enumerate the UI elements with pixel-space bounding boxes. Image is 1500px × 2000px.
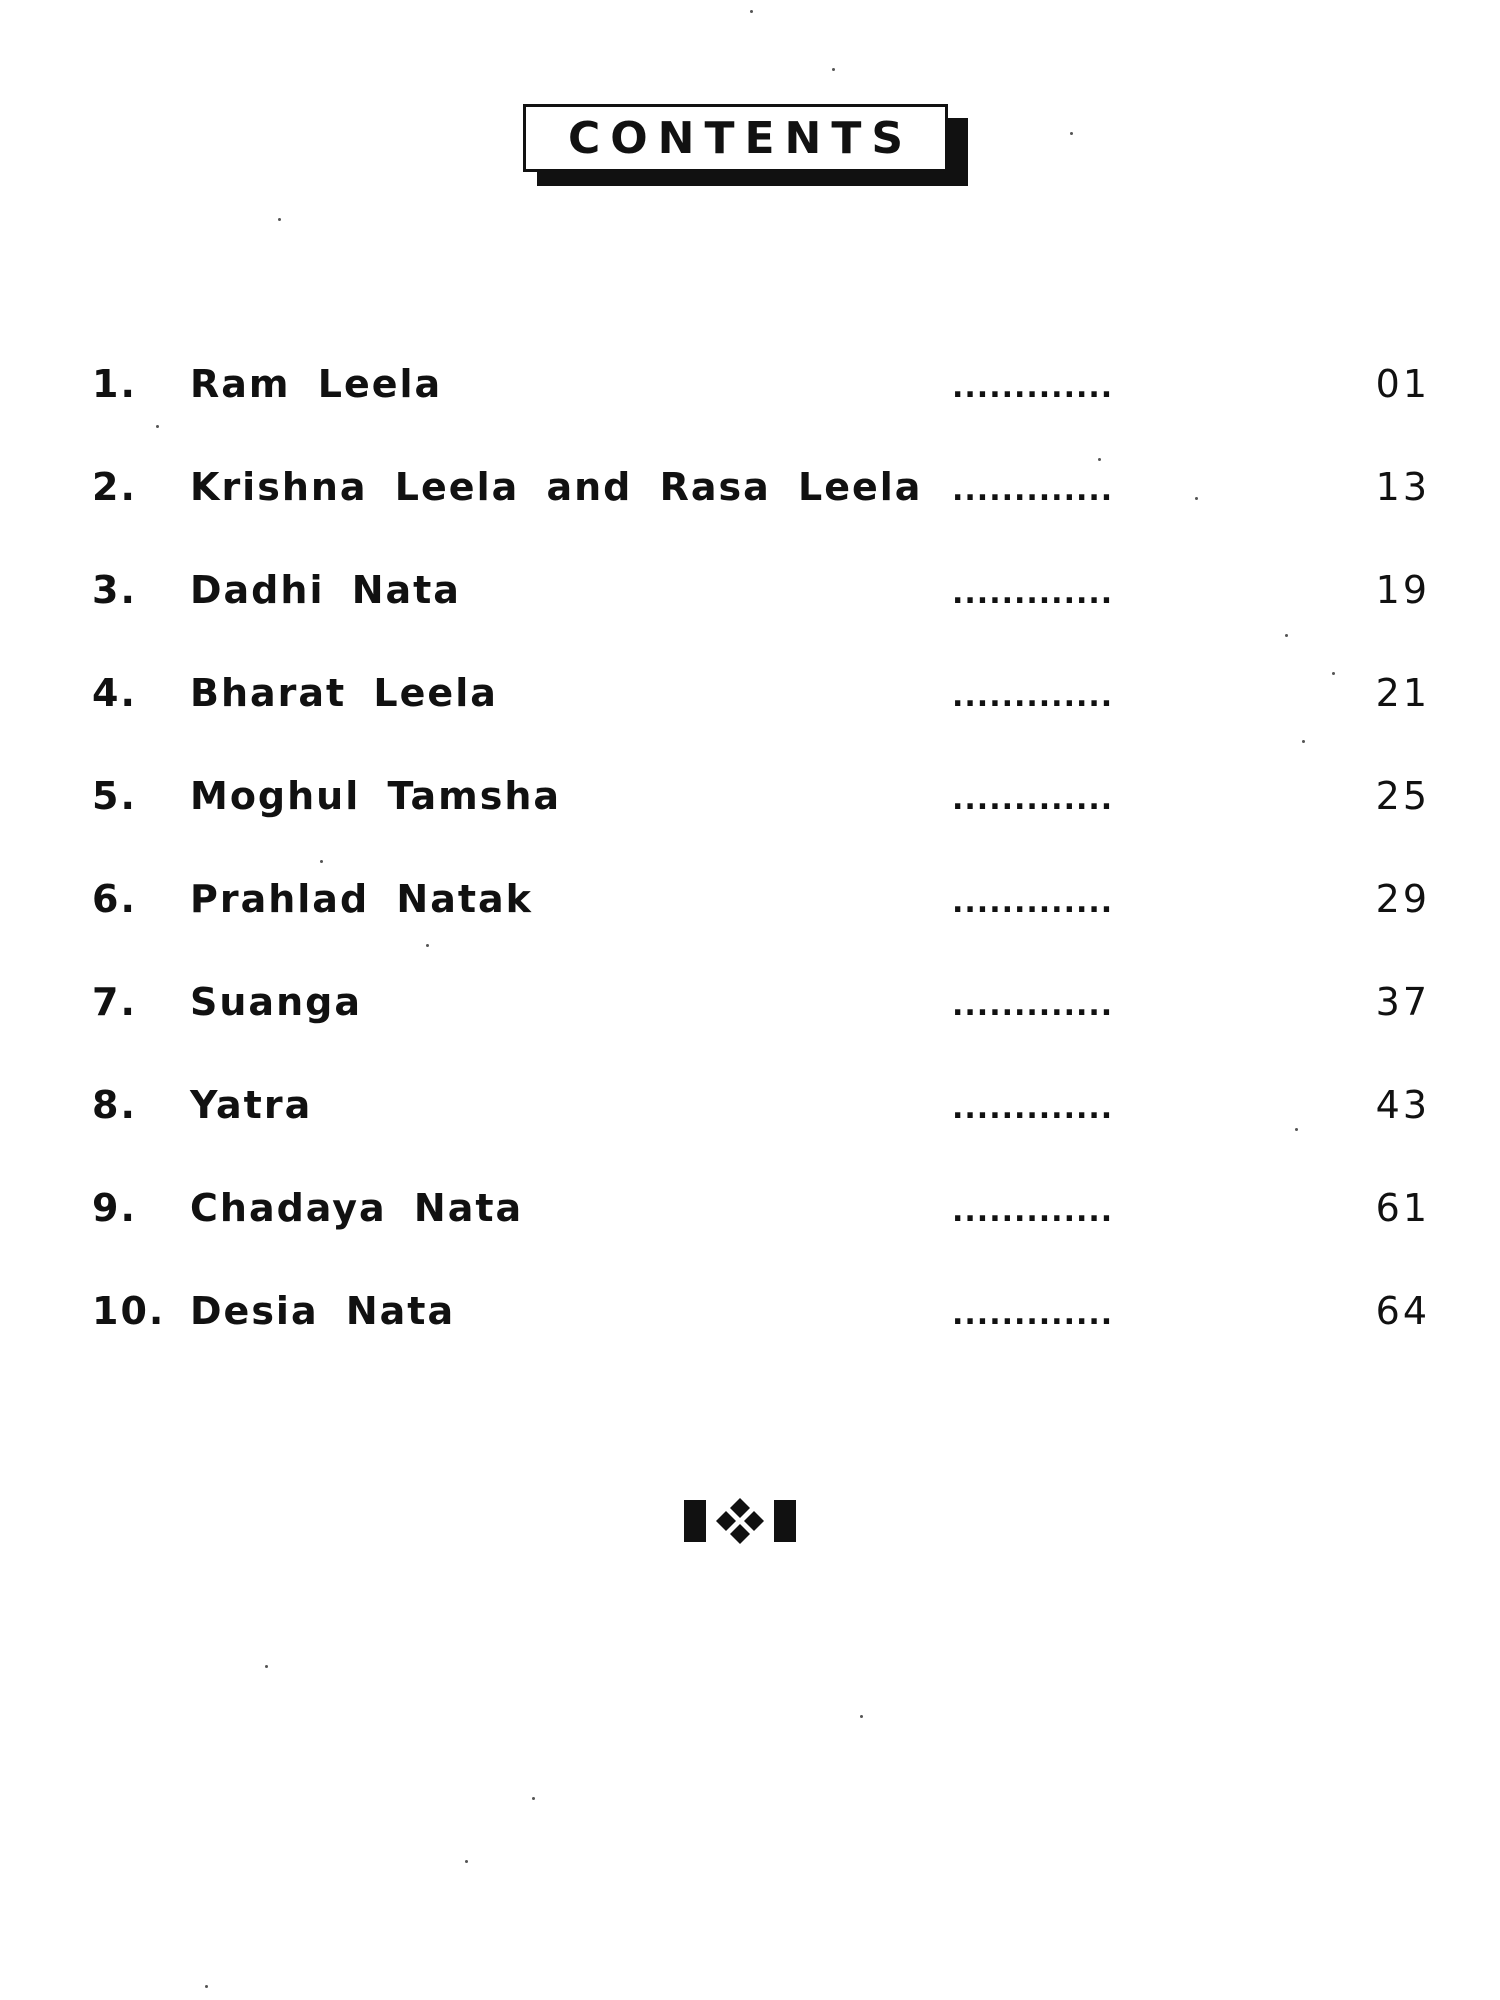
toc-entry — [0, 465, 1500, 568]
toc-entry-title: Prahlad Natak — [190, 877, 533, 921]
toc-entry-number: 2. — [92, 465, 137, 509]
table-of-contents — [0, 362, 1500, 1392]
scan-speck — [426, 944, 429, 947]
toc-entry-title: Moghul Tamsha — [190, 774, 562, 818]
toc-entry-page: 64 — [1375, 1289, 1430, 1333]
scan-speck — [832, 68, 835, 71]
scan-speck — [532, 1797, 535, 1800]
scan-speck — [1070, 132, 1073, 135]
toc-entry-page: 29 — [1375, 877, 1430, 921]
toc-entry-page: 21 — [1375, 671, 1430, 715]
toc-entry-leader: ............. — [952, 988, 1114, 1023]
toc-entry-page: 25 — [1375, 774, 1430, 818]
toc-entry-leader: ............. — [952, 782, 1114, 817]
toc-entry — [0, 980, 1500, 1083]
toc-entry-number: 5. — [92, 774, 137, 818]
scan-speck — [750, 10, 753, 13]
scan-speck — [205, 1985, 208, 1988]
toc-entry-title: Krishna Leela and Rasa Leela — [190, 465, 923, 509]
toc-entry-title: Desia Nata — [190, 1289, 456, 1333]
toc-entry-title: Ram Leela — [190, 362, 443, 406]
toc-entry-leader: ............. — [952, 1297, 1114, 1332]
scan-speck — [1332, 672, 1335, 675]
toc-entry-page: 43 — [1375, 1083, 1430, 1127]
scan-speck — [1302, 740, 1305, 743]
toc-entry-leader: ............. — [952, 885, 1114, 920]
toc-entry-number: 10. — [92, 1289, 166, 1333]
toc-entry-number: 1. — [92, 362, 137, 406]
toc-entry — [0, 1186, 1500, 1289]
toc-entry-leader: ............. — [952, 1091, 1114, 1126]
toc-entry-page: 01 — [1375, 362, 1430, 406]
heading-box — [523, 104, 948, 172]
toc-entry-number: 7. — [92, 980, 137, 1024]
toc-entry-page: 19 — [1375, 568, 1430, 612]
scan-speck — [1295, 1128, 1298, 1131]
scan-speck — [278, 218, 281, 221]
toc-entry-leader: ............. — [952, 473, 1114, 508]
toc-entry-title: Chadaya Nata — [190, 1186, 524, 1230]
diamond-bar-ornament-icon — [684, 1496, 796, 1546]
toc-entry-leader: ............. — [952, 576, 1114, 611]
toc-entry — [0, 1289, 1500, 1392]
toc-entry — [0, 671, 1500, 774]
toc-entry — [0, 1083, 1500, 1186]
contents-heading — [523, 104, 968, 186]
toc-entry-page: 61 — [1375, 1186, 1430, 1230]
toc-entry-title: Yatra — [190, 1083, 313, 1127]
toc-entry — [0, 877, 1500, 980]
toc-entry-title: Suanga — [190, 980, 362, 1024]
toc-entry-number: 8. — [92, 1083, 137, 1127]
scan-speck — [1195, 497, 1198, 500]
toc-entry-number: 9. — [92, 1186, 137, 1230]
scan-speck — [1285, 634, 1288, 637]
toc-entry-leader: ............. — [952, 1194, 1114, 1229]
scan-speck — [860, 1715, 863, 1718]
scan-speck — [1098, 458, 1101, 461]
toc-entry — [0, 774, 1500, 877]
scan-speck — [156, 425, 159, 428]
toc-entry-page: 37 — [1375, 980, 1430, 1024]
toc-entry-title: Bharat Leela — [190, 671, 498, 715]
toc-entry — [0, 568, 1500, 671]
toc-entry-number: 3. — [92, 568, 137, 612]
toc-entry-number: 4. — [92, 671, 137, 715]
toc-entry-leader: ............. — [952, 370, 1114, 405]
scan-speck — [320, 860, 323, 863]
heading-shadow — [537, 172, 968, 186]
toc-entry-number: 6. — [92, 877, 137, 921]
toc-entry-leader: ............. — [952, 679, 1114, 714]
toc-entry-page: 13 — [1375, 465, 1430, 509]
toc-entry — [0, 362, 1500, 465]
page-title: CONTENTS — [567, 112, 914, 164]
toc-entry-title: Dadhi Nata — [190, 568, 461, 612]
scan-speck — [265, 1665, 268, 1668]
scan-speck — [465, 1860, 468, 1863]
